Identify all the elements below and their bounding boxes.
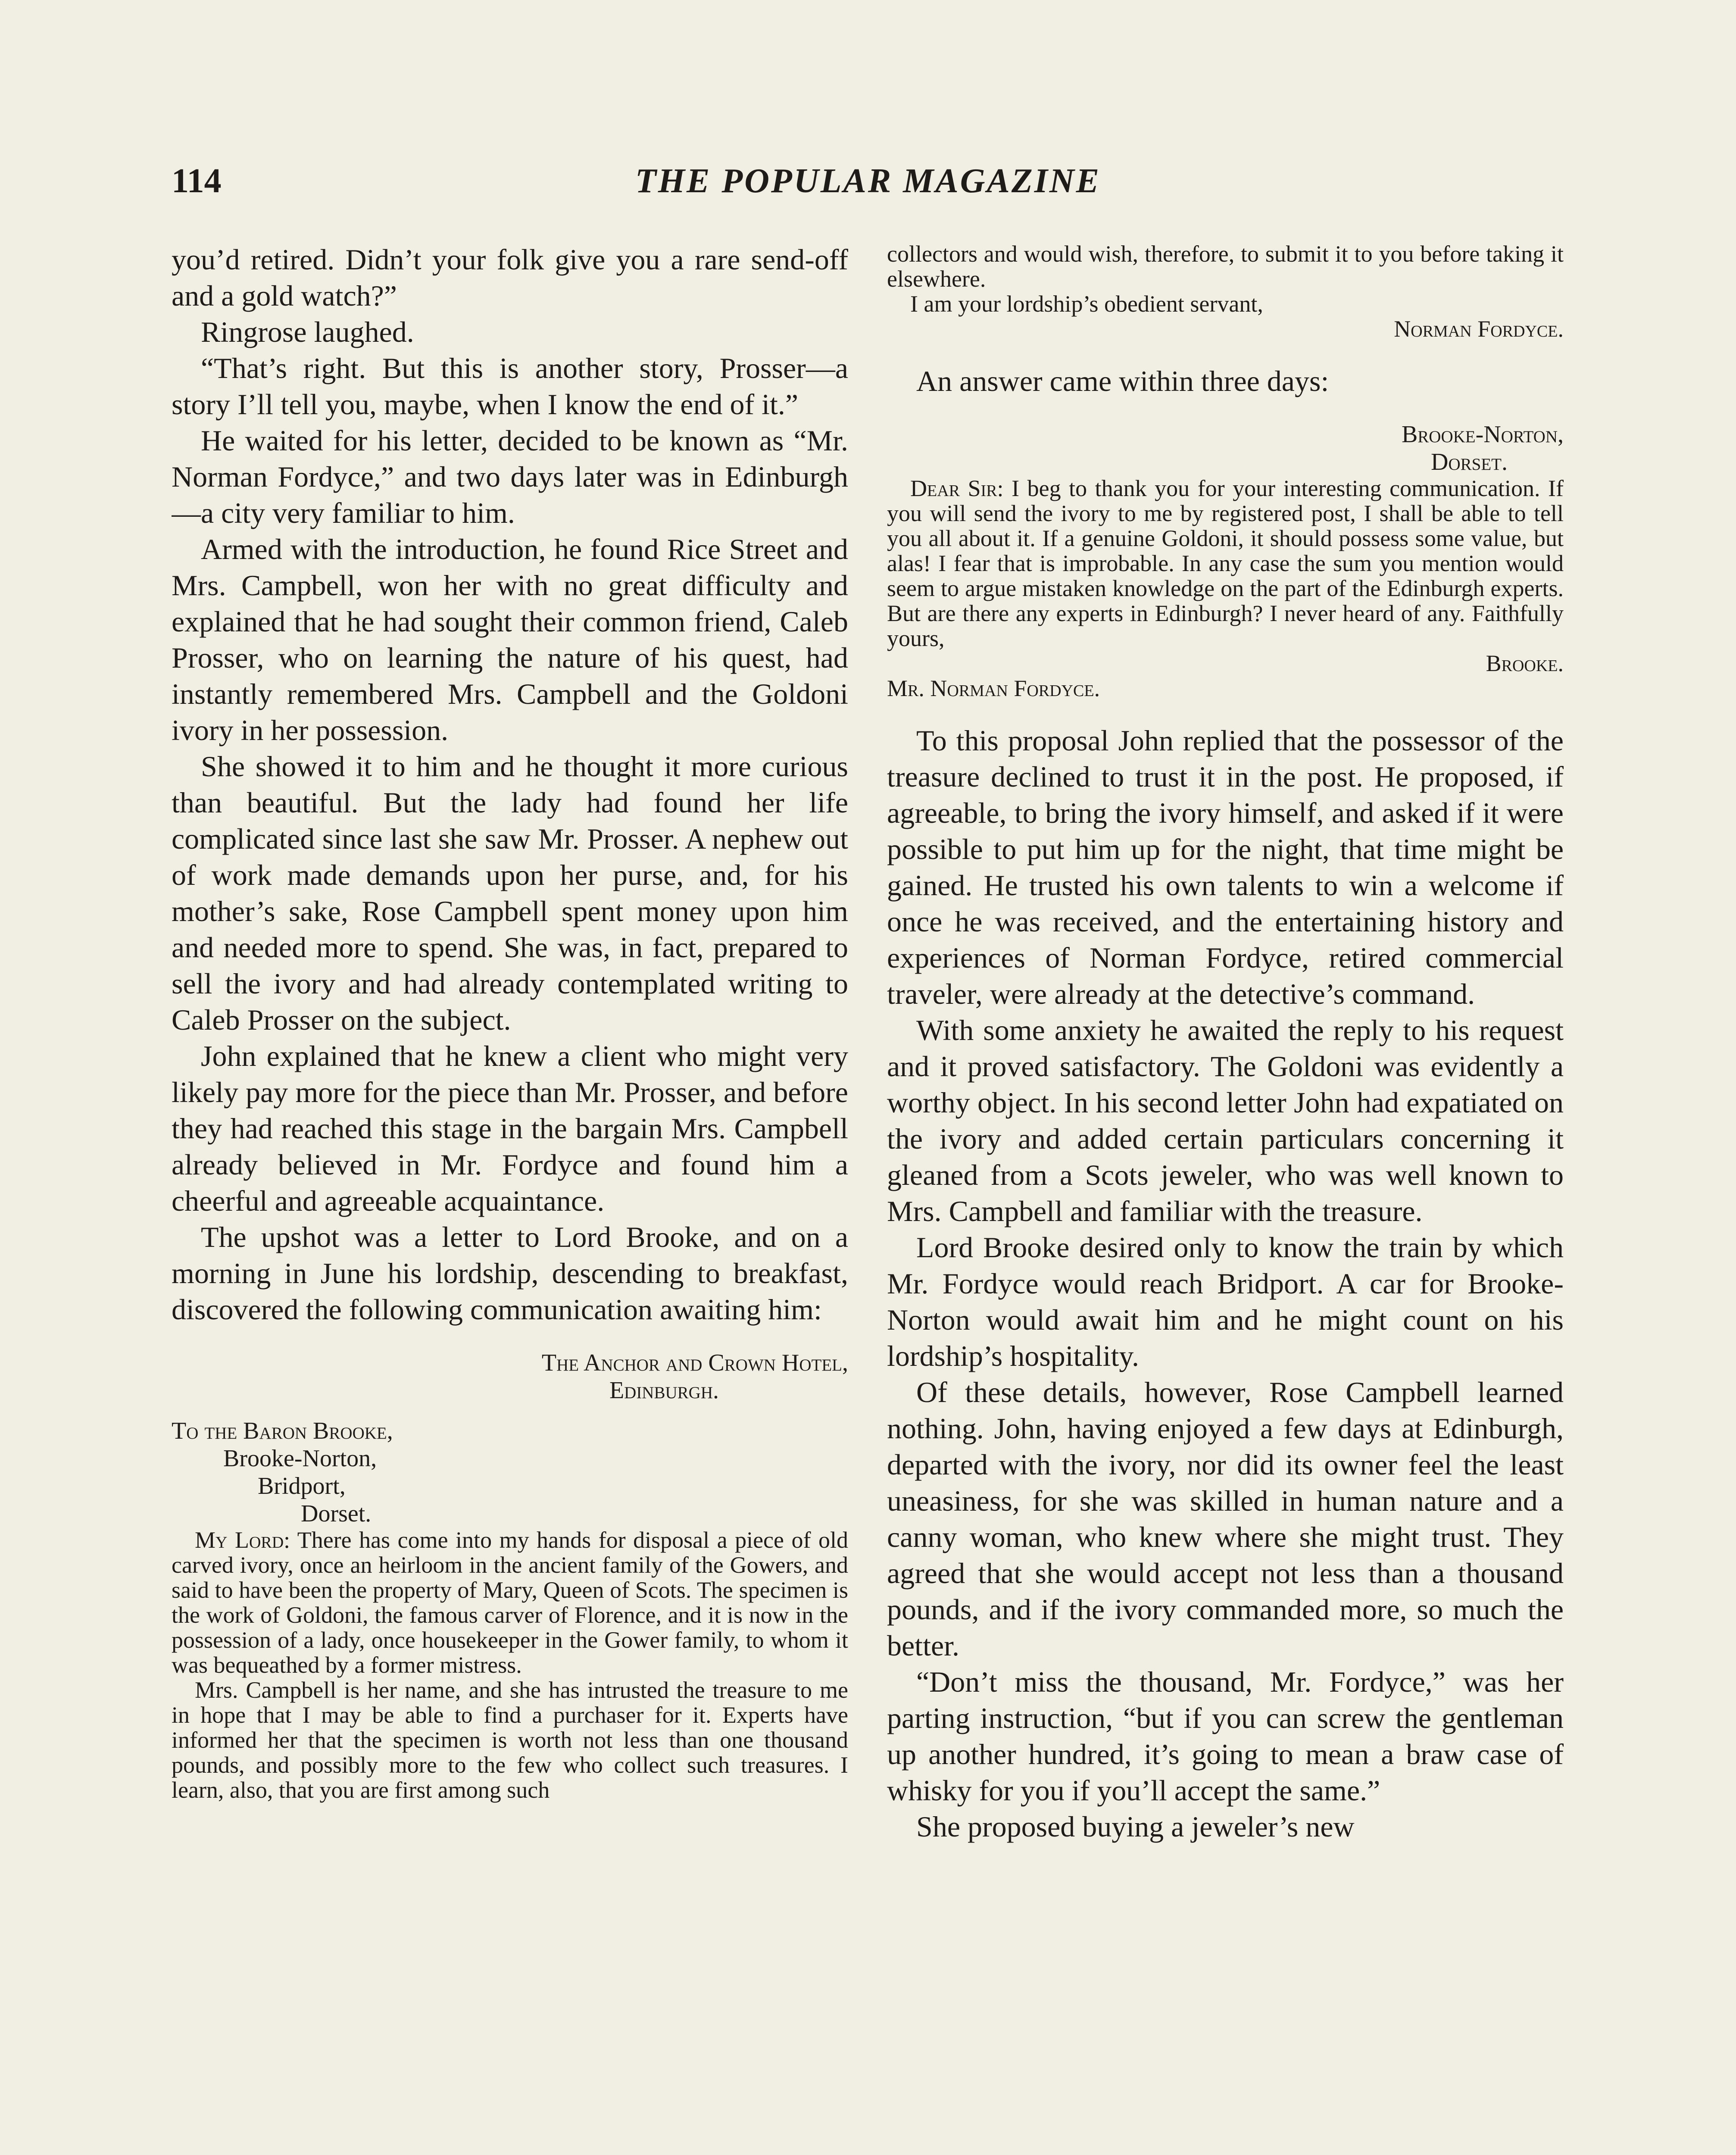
- paragraph: “That’s right. But this is another story, Prosser—a story I’ll tell you, maybe, when I know the end of it.”: [172, 352, 848, 421]
- letter-recipient-line: To the Baron Brooke,: [172, 1418, 393, 1444]
- page-header: [172, 164, 1564, 224]
- paragraph: “Don’t miss the thousand, Mr. Fordyce,” was her parting instruction, “but if you can screw the gentleman up another hundred, it’s going to mean a braw case of whisky for you if you’ll accept the same.”: [887, 1665, 1564, 1807]
- reply-text: I beg to thank you for your interesting communication. If you will send the ivory to me by registered post, I shall be able to tell you all about it. If a genuine Goldoni, it should possess some value, but alas! I fear that is improbable. In any case the sum you mention would seem to argue mistaken knowledge on the part of the Edinburgh experts. But are there any experts in Edinburgh? I never heard of any. Faithfully yours,: [887, 475, 1564, 651]
- paragraph: He waited for his letter, decided to be known as “Mr. Norman Fordyce,” and two days later was in Edinburgh—a city very familiar to him.: [172, 424, 848, 529]
- reply-address-line: Dorset.: [1431, 449, 1508, 475]
- letter-recipient-line: Dorset.: [301, 1500, 372, 1527]
- letter-paragraph: Mrs. Campbell is her name, and she has intrusted the treasure to me in hope that I may be able to find a purchaser for it. Experts have informed her that the specimen is worth not less than one thousand pounds, and possibly more to the few who collect such treasures. I learn, also, that you are first among such: [172, 1677, 848, 1803]
- letter-city-line: Edinburgh.: [609, 1377, 719, 1404]
- paragraph: She proposed buying a jeweler’s new: [916, 1810, 1355, 1843]
- paragraph: Armed with the introduction, he found Rice Street and Mrs. Campbell, won her with no great difficulty and explained that he had sought their common friend, Caleb Prosser, who on learning the nature of his quest, had instantly remembered Mrs. Campbell and the Goldoni ivory in her possession.: [172, 533, 848, 746]
- paragraph: John explained that he knew a client who might very likely pay more for the piece than Mr. Prosser, and before they had reached this stage in the bargain Mrs. Campbell already believed in Mr. Fordyce and found him a cheerful and agreeable acquaintance.: [172, 1040, 848, 1217]
- paragraph: To this proposal John replied that the possessor of the treasure declined to trust it in the post. He proposed, if agreeable, to bring the ivory himself, and asked if it were possible to put him up for the night, that time might be gained. He trusted his own talents to win a welcome if once he was received, and the entertaining history and experiences of Norman Fordyce, retired commercial traveler, were already at the detective’s command.: [887, 724, 1564, 1010]
- reply-letter: [887, 421, 1564, 701]
- letter-closing: I am your lordship’s obedient servant,: [910, 291, 1263, 317]
- left-column: [172, 241, 848, 2155]
- letter-salutation: My Lord:: [195, 1527, 290, 1553]
- paragraph: you’d retired. Didn’t your folk give you a rare send-off and a gold watch?”: [172, 243, 848, 312]
- reply-salutation: Dear Sir:: [910, 475, 1004, 501]
- reply-signature: Brooke.: [1486, 650, 1564, 676]
- paragraph: She showed it to him and he thought it more curious than beautiful. But the lady had found her life complicated since last she saw Mr. Prosser. A nephew out of work made demands upon her purse, and, for his mother’s sake, Rose Campbell spent money upon him and needed more to spend. She was, in fact, prepared to sell the ivory and had already contemplated writing to Caleb Prosser on the subject.: [172, 750, 848, 1036]
- paragraph: An answer came within three days:: [916, 365, 1329, 397]
- letter-signature: Norman Fordyce.: [1394, 316, 1564, 342]
- letter-to-lord-brooke: [172, 1349, 848, 1802]
- paragraph: Ringrose laughed.: [201, 315, 414, 348]
- running-title: THE POPULAR MAGAZINE: [635, 162, 1101, 200]
- reply-address-line: Brooke-Norton,: [1401, 421, 1564, 448]
- page-number: 114: [172, 162, 222, 200]
- paragraph: With some anxiety he awaited the reply to his request and it proved satisfactory. The Goldoni was evidently a worthy object. In his second letter John had expatiated on the ivory and added certain particulars concerning it gleaned from a Scots jeweler, who was well known to Mrs. Campbell and familiar with the treasure.: [887, 1014, 1564, 1227]
- reply-paragraph: [887, 476, 1564, 651]
- paragraph: The upshot was a letter to Lord Brooke, and on a morning in June his lordship, descending to breakfast, discovered the following communication awaiting him:: [172, 1221, 848, 1326]
- reply-addressee: Mr. Norman Fordyce.: [887, 675, 1100, 701]
- letter-paragraph: [172, 1527, 848, 1677]
- letter-continuation: [887, 241, 1564, 341]
- letter-recipient-line: Brooke-Norton,: [223, 1445, 377, 1472]
- letter-recipient-line: Bridport,: [258, 1473, 346, 1499]
- paragraph: Lord Brooke desired only to know the train by which Mr. Fordyce would reach Bridport. A car for Brooke-Norton would await him and he might count on his lordship’s hospitality.: [887, 1231, 1564, 1372]
- right-column: [887, 241, 1564, 2155]
- letter-text: There has come into my hands for disposal a piece of old carved ivory, once an heirloom in the ancient family of the Gowers, and said to have been the property of Mary, Queen of Scots. The specimen is the work of Goldoni, the famous carver of Florence, and it is now in the possession of a lady, once housekeeper in the Gower family, to whom it was bequeathed by a former mistress.: [172, 1527, 848, 1678]
- letter-paragraph: collectors and would wish, therefore, to submit it to you before taking it elsewhere.: [887, 241, 1564, 292]
- letter-hotel-line: The Anchor and Crown Hotel,: [541, 1349, 848, 1376]
- paragraph: Of these details, however, Rose Campbell learned nothing. John, having enjoyed a few days at Edinburgh, departed with the ivory, nor did its owner feel the least uneasiness, for she was skilled in human nature and a canny woman, who knew where she might trust. They agreed that she would accept not less than a thousand pounds, and if the ivory commanded more, so much the better.: [887, 1376, 1564, 1662]
